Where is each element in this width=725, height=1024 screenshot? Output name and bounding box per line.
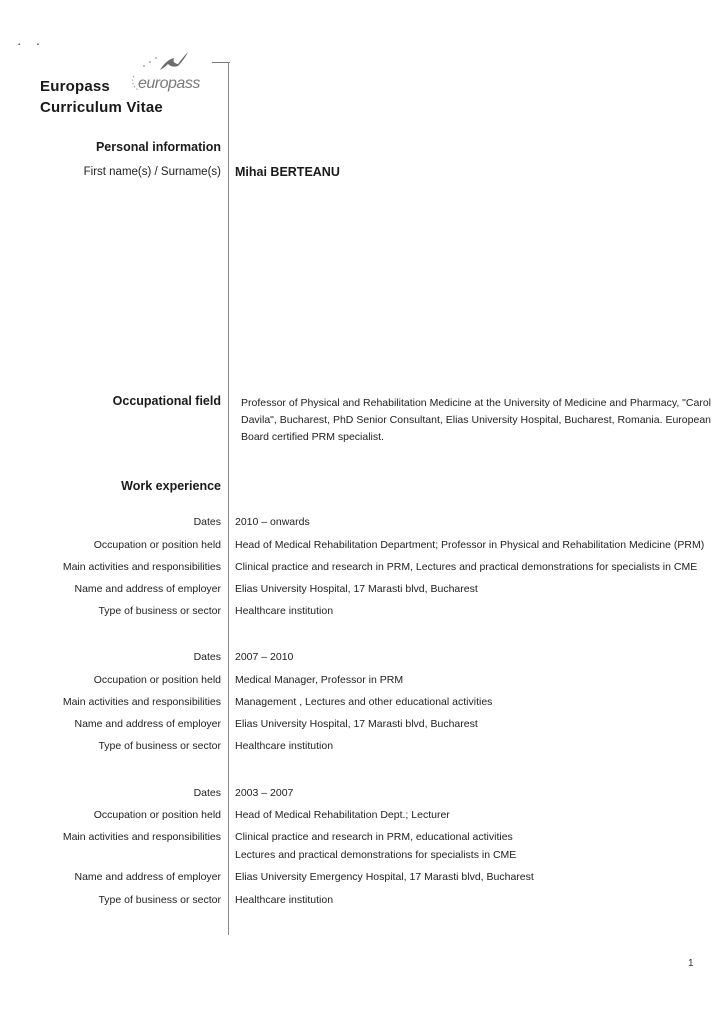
value-dates: 2010 – onwards bbox=[235, 516, 310, 528]
page-number: 1 bbox=[688, 958, 694, 969]
label-employer: Name and address of employer bbox=[74, 718, 221, 730]
label-business: Type of business or sector bbox=[98, 740, 221, 752]
section-personal-information: Personal information bbox=[95, 140, 221, 154]
label-dates: Dates bbox=[193, 651, 221, 663]
value-business: Healthcare institution bbox=[235, 605, 334, 617]
label-name: First name(s) / Surname(s) bbox=[83, 166, 221, 178]
label-occupation: Occupation or position held bbox=[93, 674, 221, 686]
value-business: Healthcare institution bbox=[235, 740, 334, 752]
value-employer: Elias University Hospital, 17 Marasti blvd, Bucharest bbox=[235, 583, 478, 595]
label-dates: Dates bbox=[193, 516, 221, 528]
label-business: Type of business or sector bbox=[98, 894, 221, 906]
value-occupation: Medical Manager, Professor in PRM bbox=[235, 674, 404, 686]
value-activities: Clinical practice and research in PRM, Lectures and practical demonstrations for specialists in CME bbox=[235, 561, 698, 573]
logo-text: europass bbox=[138, 75, 200, 92]
label-activities: Main activities and responsibilities bbox=[62, 831, 221, 843]
value-activities: Management , Lectures and other educational activities bbox=[235, 696, 493, 708]
section-work-experience: Work experience bbox=[121, 479, 221, 493]
value-occupation: Head of Medical Rehabilitation Department; Professor in Physical and Rehabilitation Medicine (PRM) bbox=[235, 539, 705, 551]
value-activities-line2: Lectures and practical demonstrations for specialists in CME bbox=[235, 849, 517, 861]
column-divider bbox=[228, 62, 229, 935]
value-occupation: Head of Medical Rehabilitation Dept.; Lecturer bbox=[235, 809, 450, 821]
value-employer: Elias University Hospital, 17 Marasti blvd, Bucharest bbox=[235, 718, 478, 730]
label-occupation: Occupation or position held bbox=[93, 809, 221, 821]
value-name: Mihai BERTEANU bbox=[235, 165, 340, 179]
value-dates: 2007 – 2010 bbox=[235, 651, 294, 663]
label-employer: Name and address of employer bbox=[74, 871, 221, 883]
label-occupation: Occupation or position held bbox=[93, 539, 221, 551]
header-title-europass: Europass bbox=[40, 78, 110, 95]
label-activities: Main activities and responsibilities bbox=[62, 561, 221, 573]
value-employer: Elias University Emergency Hospital, 17 Marasti blvd, Bucharest bbox=[235, 871, 534, 883]
scan-specks: ▪ ▪ bbox=[18, 42, 39, 48]
europass-logo bbox=[120, 48, 220, 98]
value-activities-line1: Clinical practice and research in PRM, educational activities bbox=[235, 831, 513, 843]
label-employer: Name and address of employer bbox=[74, 583, 221, 595]
value-business: Healthcare institution bbox=[235, 894, 334, 906]
value-dates: 2003 – 2007 bbox=[235, 787, 294, 799]
label-business: Type of business or sector bbox=[98, 605, 221, 617]
section-occupational-field: Occupational field bbox=[112, 394, 221, 408]
occupational-field-text: Professor of Physical and Rehabilitation Medicine at the University of Medicine and Pharmacy, "Carol Davila", Bucharest, PhD Senior Consultant, Elias University Hospital, Bucharest, Romania. European Board certified PRM specialist. bbox=[241, 397, 711, 443]
header-title-cv: Curriculum Vitae bbox=[40, 99, 163, 116]
label-activities: Main activities and responsibilities bbox=[62, 696, 221, 708]
label-dates: Dates bbox=[193, 787, 221, 799]
